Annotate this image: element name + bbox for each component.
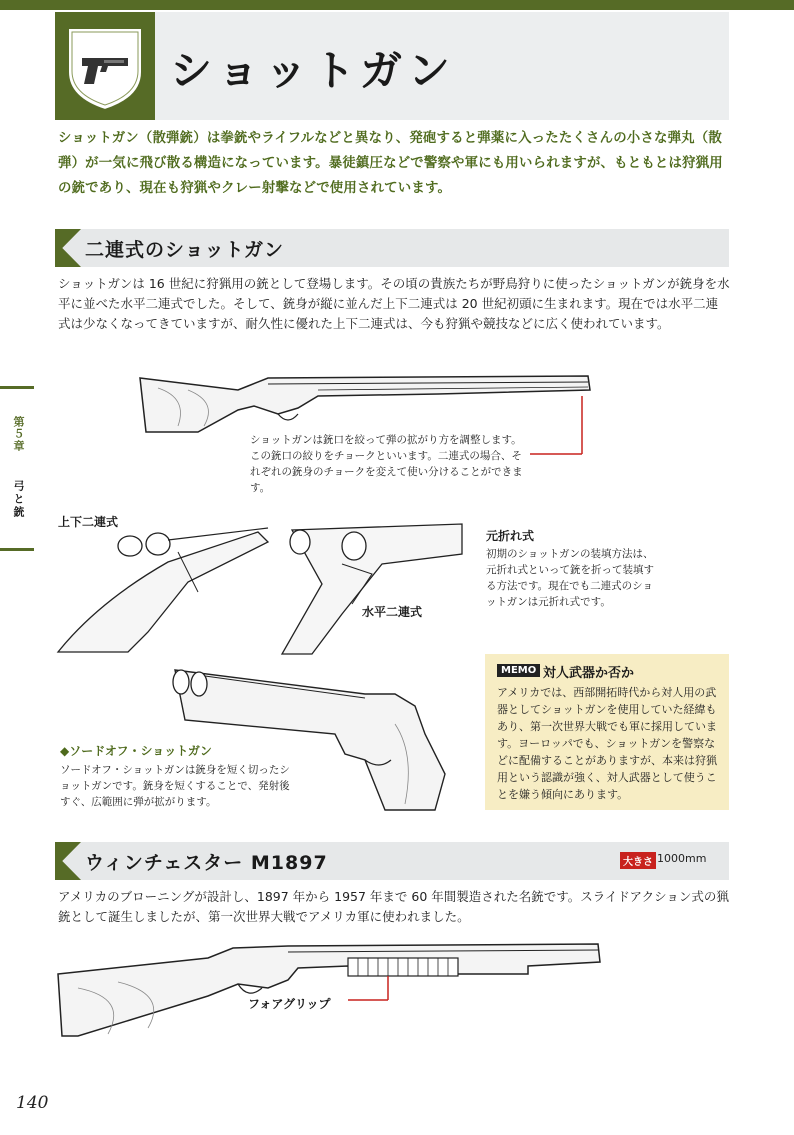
break-action-title: 元折れ式: [486, 529, 535, 543]
chapter-badge: [55, 12, 155, 120]
label-over-under: 上下二連式: [58, 515, 119, 529]
sawed-off-text: ソードオフ・ショットガンは銃身を短く切ったショットガンです。銃身を短くすることで、発射後すぐ、広範囲に弾が拡がります。: [60, 764, 290, 808]
intro-paragraph: ショットガン（散弾銃）は拳銃やライフルなどと異なり、発砲すると弾薬に入ったたくさんの小さな弾丸（散弾）が一気に飛び散る構造になっています。暴徒鎮圧などで警察や軍にも用いられますが、もともとは狩猟用の銃であり、現在も狩猟やクレー射撃などで使用されています。: [58, 131, 723, 196]
winchester-m1897-illustration: [58, 938, 603, 1038]
size-value: 1000mm: [657, 852, 707, 865]
side-tab-bottom-rule: [0, 548, 34, 551]
side-tab-name: 弓と銃: [12, 480, 25, 519]
memo-box: [485, 654, 729, 810]
memo-tag: MEMO: [497, 664, 540, 677]
page-number: 140: [16, 1093, 49, 1113]
memo-title: 対人武器か否か: [543, 666, 635, 681]
section-body: アメリカのブローニングが設計し、1897 年から 1957 年まで 60 年間製造された名銃です。スライドアクション式の猟銃として誕生しましたが、第一次世界大戦でアメリカ軍に使われました。: [58, 889, 729, 924]
choke-caption: ショットガンは銃口を絞って弾の拡がり方を調整します。この銃口の絞りをチョークといいます。二連式の場合、それぞれの銃身のチョークを変えて使い分けることができます。: [250, 434, 523, 494]
size-tag: 大きさ: [620, 852, 656, 869]
over-under-break-illustration: [58, 522, 273, 652]
label-side-by-side: 水平二連式: [362, 605, 423, 619]
section-title: ウィンチェスター M1897: [85, 852, 328, 874]
section-header-double-barrel: [55, 229, 729, 267]
over-under-shotgun-illustration: [138, 368, 593, 438]
section-marker: [55, 229, 81, 267]
section-marker: [55, 842, 81, 880]
memo-text: アメリカでは、西部開拓時代から対人用の武器としてショットガンを使用していた経緯もあり、第一次世界大戦でも軍に採用しています。ヨーロッパでも、ショットガンを警察などに配備することがありますが、本来は狩猟用という認識が強く、対人武器として使うことを嫌う傾向にあります。: [497, 686, 717, 801]
page-title: ショットガン: [170, 46, 456, 95]
top-stripe: [0, 0, 794, 10]
pistol-shield-icon: [64, 22, 146, 112]
side-tab-top-rule: [0, 386, 34, 389]
sawed-off-title: ◆ソードオフ・ショットガン: [60, 744, 212, 758]
foregrip-label: フォアグリップ: [248, 997, 331, 1011]
break-action-text: 初期のショットガンの装填方法は、元折れ式といって銃を折って装填する方法です。現在でも二連式のショットガンは元折れ式です。: [486, 548, 654, 608]
side-tab-chapter: 第５章: [12, 416, 25, 452]
choke-leader-line: [530, 396, 590, 456]
chapter-side-tab: [0, 386, 34, 551]
section-body: ショットガンは 16 世紀に狩猟用の銃として登場します。その頃の貴族たちが野鳥狩りに使ったショットガンが銃身を水平に並べた水平二連式でした。そして、銃身が縦に並んだ上下二連式は 20 世紀初頭に生まれます。現在では水平二連式は少なくなってきていますが、耐久性に優れた上下二連式は、今も狩猟や競技などに広く使われています。: [58, 276, 730, 331]
side-by-side-break-illustration: [282, 524, 472, 654]
section-title: 二連式のショットガン: [85, 239, 285, 261]
